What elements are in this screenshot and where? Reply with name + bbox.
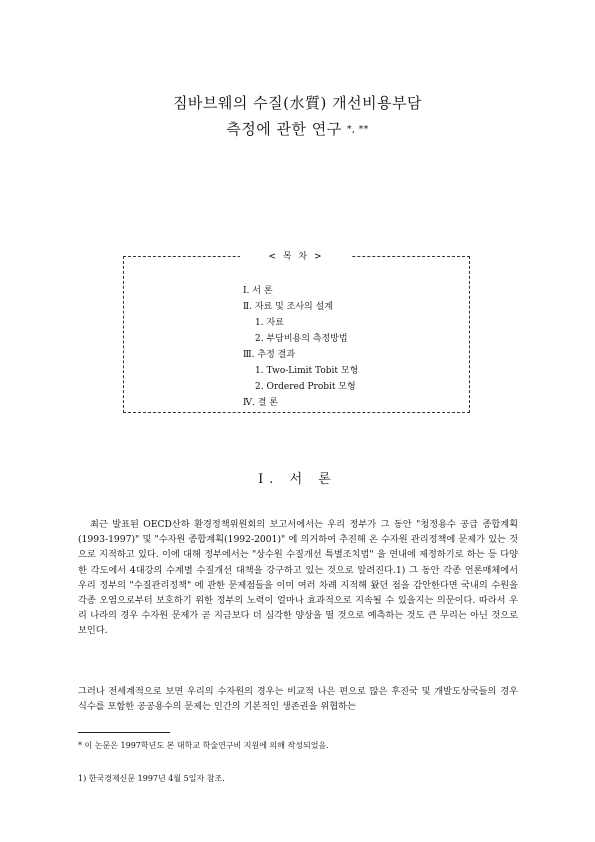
toc-item-data-design: Ⅱ. 자료 및 조사의 설계	[243, 302, 333, 312]
footnote-1: 1) 한국경제신문 1997년 4월 5일자 참조.	[78, 774, 225, 783]
toc-item-results: Ⅲ. 추정 결과	[243, 350, 296, 360]
toc-item-data: 1. 자료	[255, 318, 284, 328]
toc-heading: < 목 차 >	[240, 249, 352, 262]
footnote-funding: * 이 논문은 1997학년도 본 대학교 학술연구비 지원에 의해 작성되었음.	[78, 741, 329, 750]
footnote-divider	[78, 732, 170, 733]
toc-item-conclusion: Ⅳ. 결 론	[243, 398, 278, 408]
title-footnote-mark: *, **	[347, 125, 369, 135]
body-paragraph-1: 최근 발표된 OECD산하 환경정책위원회의 보고서에서는 우리 정부가 그 동안 "청정용수 공급 종합계획(1993-1997)" 및 "수자원 종합계획(1992-2001)" 에 의거하여 추진해 온 수자원 관리정책에 문제가 있는 것으로 지적하고 있다. 이에 대해 정부에서는 "상수원 수질개선 특별조치법" 을 연내에 제정하기로 하는 등 다양한 각도에서 4대강의 수계별 수질개선 대책을 강구하고 있는 것으로 알려진다.1) 그 동안 각종 언론매체에서 우리 정부의 "수질관리정책" 에 관한 문제점들을 이미 여러 차례 지적해 왔던 점을 감안한다면 국내의 수원을 각종 오염으로부터 보호하기 위한 정부의 노력이 얼마나 효과적으로 지속될 수 있을지는 의문이다. 따라서 우리 나라의 경우 수자원 문제가 곧 지금보다 더 심각한 양상을 띨 것으로 예측하는 것도 큰 무리는 아닌 것으로 보인다.	[78, 519, 518, 637]
toc-item-tobit: 1. Two-Limit Tobit 모형	[255, 366, 359, 376]
section-heading-intro: Ⅰ. 서 론	[258, 472, 337, 487]
toc-item-intro: Ⅰ. 서 론	[243, 286, 273, 296]
paper-title-line-1: 짐바브웨의 수질(水質) 개선비용부담	[172, 94, 423, 112]
paper-title-line-2-text: 측정에 관한 연구	[226, 120, 342, 138]
paper-title-line-2	[0, 118, 595, 139]
toc-item-method: 2. 부담비용의 측정방법	[255, 334, 348, 344]
toc-item-probit: 2. Ordered Probit 모형	[255, 382, 356, 392]
body-paragraph-2: 그러나 전세계적으로 보면 우리의 수자원의 경우는 비교적 나은 편으로 많은 후진국 및 개발도상국들의 경우 식수를 포함한 공공용수의 문제는 인간의 기본적인 생존권을 위협하는	[78, 686, 518, 713]
